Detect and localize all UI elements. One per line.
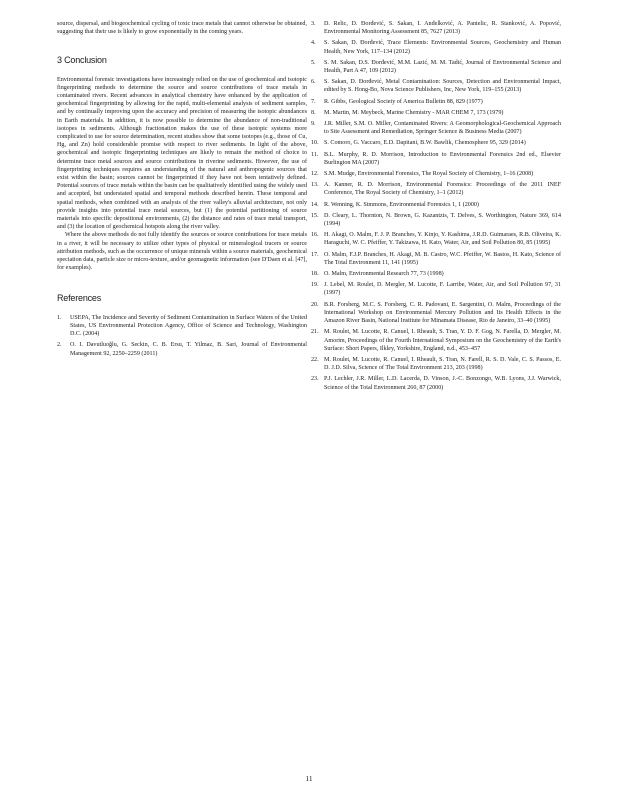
reference-text: B.R. Forsberg, M.C. S. Forsberg, C. R. Padovani, E. Sargentini, O. Malm, Proceedings of the International Workshop on Environmental Mercury Pollution and Its Health Effects in the Amazon River Basin, National Institute for Minamata Disease, Rio de Janeiro, 33–40 (1995) xyxy=(324,301,561,325)
reference-text: USEPA, The Incidence and Severity of Sediment Contamination in Surface Waters of the United States, US Environmental Protection Agency, Office of Science and Technology, Washington D.C. (2004) xyxy=(70,314,307,338)
reference-list-left xyxy=(57,314,307,358)
reference-number: 11. xyxy=(311,151,319,158)
reference-number: 20. xyxy=(311,301,319,308)
reference-number: 23. xyxy=(311,376,319,383)
reference-text: M. Roulet, M. Lucotte, R. Canuel, I. Rheault, S. Tran, Y. D. F. Gog, N. Farella, D. Mergler, M. Amorim, Proceedings of the Fourth International Symposium on the Geochemistry of the Earth's Surface: Short Papers, Ilkley, Yorkshire, England, n.d., 453–457 xyxy=(324,329,561,352)
reference-item xyxy=(311,98,561,106)
reference-item xyxy=(311,212,561,228)
reference-number: 3. xyxy=(311,21,316,27)
reference-text: O. I. Davutluoğlu, G. Seckin, C. B. Ersu, T. Yilmaz, B. Sari, Journal of Environmental Management 92, 2250–2259 (2011) xyxy=(70,342,307,357)
reference-number: 19. xyxy=(311,282,319,289)
reference-number: 4. xyxy=(311,40,316,47)
reference-item xyxy=(311,39,561,55)
reference-text: H. Akagi, O. Malm, F. J. P. Branches, Y. Kinjo, Y. Kashima, J.R.D. Guimaraes, R.B. Oliveira, K. Haraguchi, W. C. Pfeiffer, Y. Takizawa, H. Kato, Water, Air, and Soil Pollution 80, 85 (1995) xyxy=(324,232,561,247)
reference-number: 5. xyxy=(311,59,316,66)
reference-item xyxy=(57,314,307,339)
reference-text: B.L. Murphy, R. D. Morrison, Introduction to Environmental Forensics 2nd ed., Elsevier Burlington MA (2007) xyxy=(324,151,561,166)
reference-text: M. Roulet, M. Lucotte, R. Canuel, I. Rheault, S. Tran, N. Farell, R. S. D. Vale, C. S. Passos, E. D. J.D. Silva, Science of The Total Environment 213, 203 (1998) xyxy=(324,356,561,372)
reference-text: O. Malm, F.J.P. Branches, H. Akagi, M. B. Castro, W.C. Pfeiffer, W. Bastos, H. Kato, Science of The Total Environment 11, 141 (1995) xyxy=(324,251,561,266)
reference-number: 16. xyxy=(311,232,319,239)
reference-item xyxy=(311,181,561,197)
reference-number: 15. xyxy=(311,212,319,219)
reference-text: M. Martin, M. Meybeck, Marine Chemistry - MAR CHEM 7, 173 (1979) xyxy=(324,109,504,116)
reference-number: 22. xyxy=(311,356,319,363)
references-section xyxy=(57,294,307,357)
reference-item xyxy=(311,151,561,167)
reference-number: 18. xyxy=(311,271,319,278)
reference-number: 9. xyxy=(311,121,316,128)
reference-number: 14. xyxy=(311,201,319,208)
reference-item xyxy=(311,328,561,353)
reference-text: R. Gibbs, Geological Society of America Bulletin 88, 829 (1977) xyxy=(324,98,483,105)
reference-item xyxy=(311,301,561,326)
reference-number: 6. xyxy=(311,79,316,86)
reference-item xyxy=(311,109,561,117)
reference-number: 10. xyxy=(311,140,319,147)
conclusion-section xyxy=(57,56,307,272)
reference-number: 1. xyxy=(57,314,62,321)
reference-number: 7. xyxy=(311,98,316,105)
reference-item xyxy=(311,59,561,75)
conclusion-paragraph-2: Where the above methods do not fully identify the sources or source contributions for trace metals in a river, it will be necessary to utilize other types of physical or mineralogical tracers or source attribution methods, such as the occurrence of unique minerals within a source materials, geochemical speciation data, particle size or micro-texture, and/or geomagnetic information (see D'Daen et al. [47], for examples). xyxy=(57,232,307,272)
reference-item xyxy=(311,231,561,247)
reference-item xyxy=(311,170,561,178)
reference-text: D. Relic, D. Đorđević, S. Sakan, I. Anđelković, A. Pantelic, R. Stanković, A. Popović, Environmental Monitoring Assessment 85, 7627 (2013) xyxy=(324,21,561,36)
conclusion-heading: 3 Conclusion xyxy=(57,55,107,66)
reference-text: S. Sakan, D. Đorđević, Trace Elements: Environmental Sources, Geochemistry and Human Health, New York, 117–134 (2012) xyxy=(324,40,561,55)
right-column xyxy=(311,20,561,395)
reference-number: 2. xyxy=(57,342,62,349)
reference-number: 17. xyxy=(311,251,319,258)
reference-item xyxy=(311,251,561,267)
reference-item xyxy=(311,281,561,297)
intro-paragraph: source, dispersal, and biogeochemical cycling of toxic trace metals that cannot otherwise be obtained, suggesting that their use is likely to grow exponentially in the coming years. xyxy=(57,21,307,36)
reference-number: 13. xyxy=(311,182,319,189)
reference-item xyxy=(311,120,561,136)
reference-item xyxy=(311,20,561,36)
reference-text: O. Malm, Environmental Research 77, 73 (1998) xyxy=(324,271,444,278)
reference-text: S.M. Mudge, Environmental Forensics, The Royal Society of Chemistry, 1–16 (2008) xyxy=(324,171,534,178)
conclusion-paragraph-1: Environmental forensic investigations have increasingly relied on the use of geochemical and isotopic fingerprinting methods to determine the source and source contributions of trace metals in contaminated rivers. Recent advances in analytical chemistry have enhanced by the application of geochemical fingerprinting by allowing for the rapid, multi-elemental analysis of sediment samples, and by continually improving upon the accuracy and precision of measuring the isotopic abundances in Earth materials. In addition, it is now possible to determine the abundance of non-traditional isotopes in sediments. Although fractionation makes the use of these isotopic systems more complicated to use for source determination, recent studies show that some isotopes (e.g., those of Cu, Hg, and Zn) hold considerable promise with respect to river sediments. In light of the above, geochemical and isotopic fingerprinting techniques are likely to remain the method of choice to determine trace metal sources and source contributions in riverine sediments. However, the use of fingerprinting techniques requires an understanding of the natural and anthropogenic sources that exist within the basin; sources cannot be fingerprinted if they have not been tentatively defined. Potential sources of trace metals within the basin can be qualitatively identified using the widely used and accepted, but understated spatial and temporal methods described herein. These temporal and spatial methods, when combined with an analysis of the river valley's alluvial architecture, not only provide insights into potential trace metal sources, but (1) the potential partitioning of source materials into specific depositional environments, (2) the distance and rates of trace metal transport, and (3) the location of geochemical hotspots along the river valley. xyxy=(57,76,307,231)
reference-text: J.R. Miller, S.M. O. Miller, Contaminated Rivers: A Geomorphological-Geochemical Approach to Site Assessment and Remediation, Springer Science & Business Media (2007) xyxy=(324,121,561,136)
reference-item xyxy=(311,78,561,94)
reference-item xyxy=(311,375,561,391)
reference-text: R. Wenning, K. Simmons, Environmental Forensics 1, 1 (2000) xyxy=(324,201,479,208)
reference-text: S. Sakan, D. Đorđević, Metal Contamination: Sources, Detection and Environmental Impact, edited by S. Hong-Bo, Nova Science Publishers, Inc, New York, 119–155 (2013) xyxy=(324,79,561,94)
reference-text: J. Lebel, M. Roulet, D. Mergler, M. Lucotte, F. Larribe, Water, Air, and Soil Pollution 97, 31 (1997) xyxy=(324,282,561,297)
reference-text: S. Comoro, G. Vaccaro, E.D. Dapitani, B.W. Bawlik, Chemosphere 95, 329 (2014) xyxy=(324,140,526,147)
reference-number: 8. xyxy=(311,109,316,116)
reference-text: D. Cleary, L. Thornton, N. Brown, G. Kazantzis, T. Delves, S. Worthington, Nature 369, 614 (1994) xyxy=(324,212,561,228)
left-column xyxy=(57,20,307,361)
reference-text: A. Kanner, R. D. Morrison, Environmental Forensics: Proceedings of the 2011 INEF Conference, The Royal Society of Chemistry, 1–1 (2012) xyxy=(324,182,561,197)
reference-text: P.J. Lechler, J.R. Miller, L.D. Lacerda, D. Vinson, J.-C. Bonzongo, W.B. Lyons, J.J. Warwick, Science of the Total Environment 260, 87 (2000) xyxy=(324,376,561,391)
reference-text: S. M. Sakan, D.S. Đorđević, M.M. Lazić, M. M. Tadić, Journal of Environmental Science and Health, Part A 47, 109 (2012) xyxy=(324,59,561,75)
reference-item xyxy=(311,139,561,147)
reference-item xyxy=(57,341,307,357)
reference-list-right xyxy=(311,20,561,392)
page-number: 11 xyxy=(305,774,313,783)
reference-item xyxy=(311,356,561,372)
references-heading: References xyxy=(57,293,102,304)
reference-item xyxy=(311,201,561,209)
reference-number: 12. xyxy=(311,171,319,178)
reference-item xyxy=(311,270,561,278)
reference-number: 21. xyxy=(311,329,319,336)
